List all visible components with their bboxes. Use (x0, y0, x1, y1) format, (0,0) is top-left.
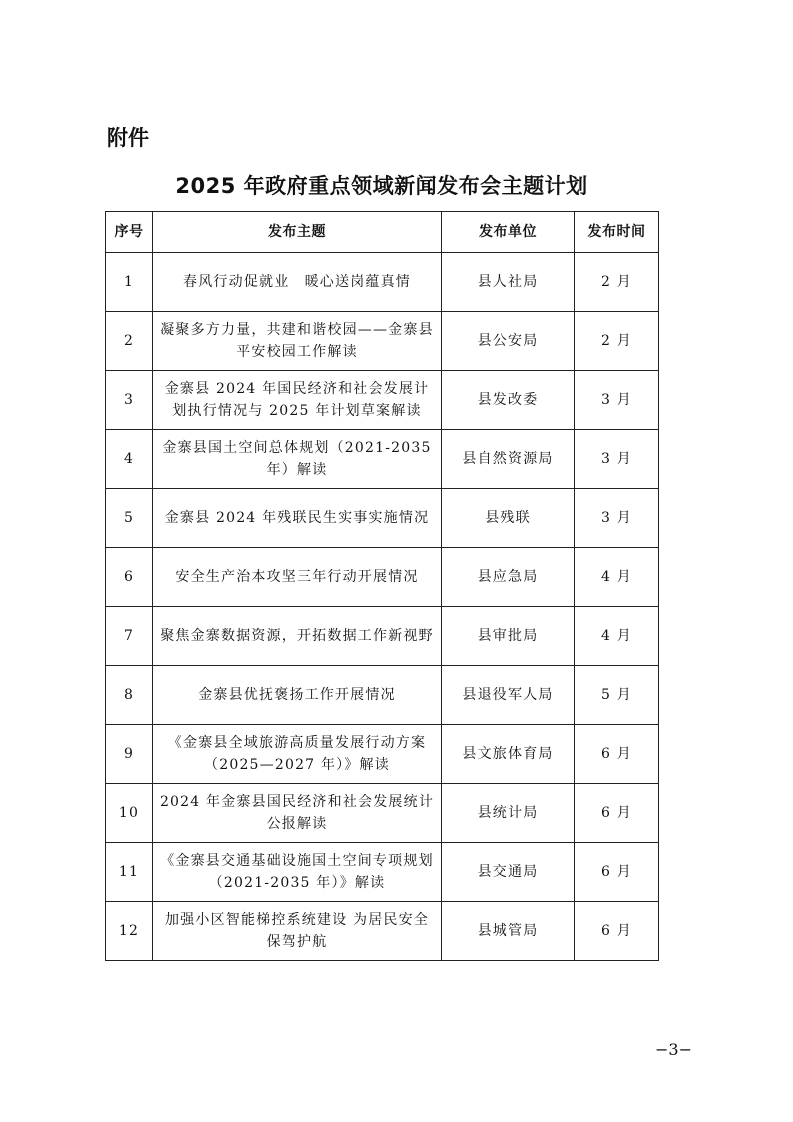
cell-unit: 县应急局 (442, 548, 575, 607)
cell-unit: 县公安局 (442, 312, 575, 371)
attachment-label: 附件 (107, 126, 149, 150)
cell-topic: 金寨县 2024 年残联民生实事实施情况 (153, 489, 442, 548)
cell-serial: 12 (106, 902, 153, 961)
cell-topic: 《金寨县全域旅游高质量发展行动方案（2025—2027 年）》解读 (153, 725, 442, 784)
cell-unit: 县统计局 (442, 784, 575, 843)
cell-time: 5 月 (575, 666, 659, 725)
cell-serial: 4 (106, 430, 153, 489)
cell-time: 6 月 (575, 902, 659, 961)
cell-time: 3 月 (575, 430, 659, 489)
cell-time: 4 月 (575, 548, 659, 607)
cell-topic: 金寨县国土空间总体规划（2021-2035 年）解读 (153, 430, 442, 489)
cell-unit: 县城管局 (442, 902, 575, 961)
cell-serial: 3 (106, 371, 153, 430)
cell-time: 4 月 (575, 607, 659, 666)
cell-topic: 安全生产治本攻坚三年行动开展情况 (153, 548, 442, 607)
cell-serial: 5 (106, 489, 153, 548)
table-row (106, 666, 659, 725)
table-row (106, 371, 659, 430)
cell-serial: 11 (106, 843, 153, 902)
cell-time: 6 月 (575, 843, 659, 902)
table-row (106, 548, 659, 607)
cell-topic: 《金寨县交通基础设施国土空间专项规划（2021-2035 年）》解读 (153, 843, 442, 902)
cell-topic: 金寨县优抚褒扬工作开展情况 (153, 666, 442, 725)
cell-time: 6 月 (575, 784, 659, 843)
table-row (106, 489, 659, 548)
table-row (106, 725, 659, 784)
header-serial: 序号 (106, 212, 153, 253)
cell-time: 2 月 (575, 253, 659, 312)
table-row (106, 312, 659, 371)
cell-time: 3 月 (575, 489, 659, 548)
page-number: −3− (655, 1040, 692, 1059)
cell-unit: 县人社局 (442, 253, 575, 312)
header-topic: 发布主题 (153, 212, 442, 253)
plan-table (105, 211, 659, 961)
cell-topic: 加强小区智能梯控系统建设 为居民安全保驾护航 (153, 902, 442, 961)
cell-unit: 县残联 (442, 489, 575, 548)
cell-serial: 8 (106, 666, 153, 725)
cell-serial: 10 (106, 784, 153, 843)
header-time: 发布时间 (575, 212, 659, 253)
cell-topic: 2024 年金寨县国民经济和社会发展统计公报解读 (153, 784, 442, 843)
cell-serial: 6 (106, 548, 153, 607)
table-row (106, 253, 659, 312)
table-header-row (106, 212, 659, 253)
cell-unit: 县审批局 (442, 607, 575, 666)
document-title: 2025 年政府重点领域新闻发布会主题计划 (175, 174, 588, 198)
header-unit: 发布单位 (442, 212, 575, 253)
cell-topic: 春风行动促就业 暖心送岗蕴真情 (153, 253, 442, 312)
cell-topic: 聚焦金寨数据资源，开拓数据工作新视野 (153, 607, 442, 666)
cell-unit: 县自然资源局 (442, 430, 575, 489)
cell-time: 6 月 (575, 725, 659, 784)
cell-unit: 县文旅体育局 (442, 725, 575, 784)
cell-serial: 9 (106, 725, 153, 784)
cell-time: 3 月 (575, 371, 659, 430)
cell-topic: 凝聚多方力量，共建和谐校园——金寨县平安校园工作解读 (153, 312, 442, 371)
cell-time: 2 月 (575, 312, 659, 371)
cell-serial: 2 (106, 312, 153, 371)
table-row (106, 902, 659, 961)
cell-serial: 7 (106, 607, 153, 666)
table-row (106, 784, 659, 843)
table-row (106, 607, 659, 666)
cell-unit: 县交通局 (442, 843, 575, 902)
table-row (106, 843, 659, 902)
cell-unit: 县退役军人局 (442, 666, 575, 725)
cell-topic: 金寨县 2024 年国民经济和社会发展计划执行情况与 2025 年计划草案解读 (153, 371, 442, 430)
table-row (106, 430, 659, 489)
cell-unit: 县发改委 (442, 371, 575, 430)
cell-serial: 1 (106, 253, 153, 312)
